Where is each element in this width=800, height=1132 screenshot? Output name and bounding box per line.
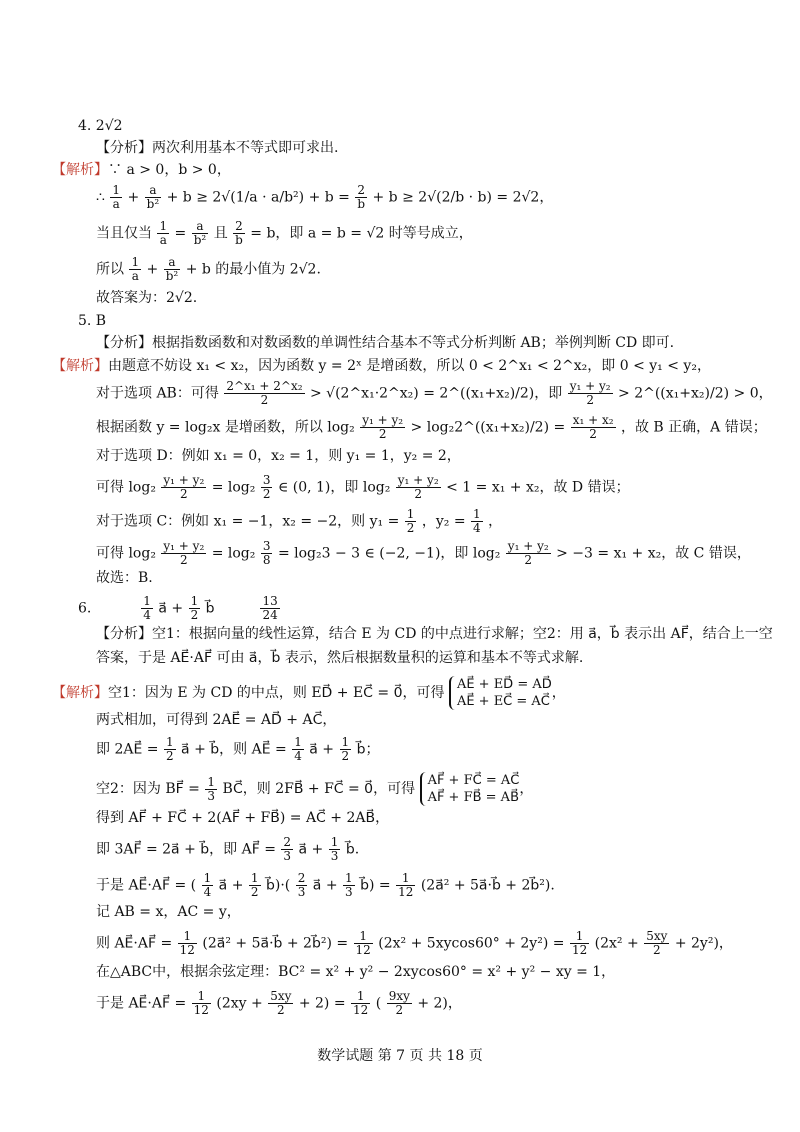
solution-tag: 【解析】 xyxy=(52,358,108,374)
fraction: $\frac{1}{2}$ xyxy=(165,735,174,763)
q5-option-d-1: 对于选项 D：例如 x₁ = 0，x₂ = 1，则 y₁ = 1，y₂ = 2， xyxy=(96,448,461,464)
q6-analysis-1: 【分析】空1：根据向量的线性运算，结合 E 为 CD 的中点进行求解；空2：用 a⃗，b⃗ 表示出 AF⃗，结合上一空 xyxy=(96,626,773,642)
q4-step2: 当且仅当 $\frac{1}{a}$ = $\frac{a}{\text{b²}}$ 且 $\frac{2}{b}$ = b，即 a = b = √2 时等号成立， xyxy=(96,219,473,247)
page-footer: 数学试题 第 7 页 共 18 页 xyxy=(317,1048,483,1064)
solution-tag: 【解析】 xyxy=(52,685,108,701)
fraction: $\frac{3}{2}$ xyxy=(262,473,271,501)
q6-step8: 记 AB = x，AC = y， xyxy=(96,904,241,920)
q6-head: 6. $\frac{1}{4}$ a⃗ + $\frac{1}{2}$ b⃗ $\frac{13}{24}$ xyxy=(78,594,278,622)
q5-option-d-2: 可得 log₂ $\frac{\text{y₁ + y₂}}{2}$ = log₂ $\frac{3}{2}$ ∈ (0, 1)，即 log₂ $\frac{\text{y₁ + y₂}}{2}$ < 1 = x₁ + x₂，故 D 错误； xyxy=(96,473,630,501)
fraction: $\frac{3}{8}$ xyxy=(262,539,271,567)
fraction: $\frac{1}{2}$ xyxy=(190,594,199,622)
q4-head: 4. 2√2 xyxy=(78,118,123,134)
q6-step6: 即 3AF⃗ = 2a⃗ + b⃗，即 AF⃗ = $\frac{2}{3}$ a⃗ + $\frac{1}{3}$ b⃗. xyxy=(96,835,360,863)
fraction: $\frac{1}{3}$ xyxy=(207,774,215,803)
q5-head: 5. B xyxy=(78,313,107,329)
fraction: $\frac{\text{y₁ + y₂}}{2}$ xyxy=(569,379,611,407)
fraction: $\frac{\text{y₁ + y₂}}{2}$ xyxy=(397,473,439,501)
fraction: $\frac{1}{12}$ xyxy=(571,929,588,957)
q6-step3: 即 2AE⃗ = $\frac{1}{2}$ a⃗ + b⃗，则 AE⃗ = $\frac{1}{4}$ a⃗ + $\frac{1}{2}$ b⃗； xyxy=(96,735,380,763)
fraction: $\frac{\text{y₁ + y₂}}{2}$ xyxy=(362,413,404,441)
q5-choose: 故选：B. xyxy=(96,570,153,586)
q4-step1: ∴ $\frac{1}{a}$ + $\frac{a}{\text{b²}}$ + b ≥ 2√(1/a · a/b²) + b = $\frac{2}{b}$ + b ≥ 2√(2/b · b) = 2√2， xyxy=(96,183,554,211)
fraction: $\frac{1}{2}$ xyxy=(250,871,259,899)
fraction: $\frac{a}{\text{b²}}$ xyxy=(165,255,179,283)
q5-option-ab: 对于选项 AB：可得 $\frac{\text{2\textasciicircum{}x₁ + 2\textasciicircum{}x₂}}{2}$ > √(2^x₁·2^x₂) = 2^((x₁+x₂)/2)，即 $\frac{\text{y₁ + y₂}}{2}$ > 2^((x₁+x₂)/2) > 0， xyxy=(96,379,773,407)
fraction: $\frac{1}{4}$ xyxy=(473,507,481,535)
fraction: $\frac{\text{y₁ + y₂}}{2}$ xyxy=(163,473,205,501)
fraction: $\frac{1}{a}$ xyxy=(131,255,140,283)
fraction: $\frac{5xy}{2}$ xyxy=(270,989,292,1017)
q6-step10: 在△ABC中，根据余弦定理：BC² = x² + y² − 2xycos60° = x² + y² − xy = 1， xyxy=(96,964,616,980)
fraction: $\frac{2}{b}$ xyxy=(235,219,243,247)
fraction: $\frac{9xy}{2}$ xyxy=(388,989,410,1017)
fraction: $\frac{1}{4}$ xyxy=(203,871,212,899)
q5-solution-first: 【解析】由题意不妨设 x₁ < x₂，因为函数 y = 2ˣ 是增函数，所以 0 < 2^x₁ < 2^x₂，即 0 < y₁ < y₂， xyxy=(52,358,711,374)
q6-step9: 则 AE⃗·AF⃗ = $\frac{1}{12}$ (2a⃗² + 5a⃗·b⃗ + 2b⃗²) = $\frac{1}{12}$ (2x² + 5xycos60° + 2y²) = $\frac{1}{12}$ (2x² + $\frac{5xy}{2}$ + 2y²)， xyxy=(96,929,733,957)
fraction: $\frac{1}{12}$ xyxy=(353,989,369,1017)
answer-2: $\frac{13}{24}$ xyxy=(262,594,278,622)
q5-log: 根据函数 y = log₂x 是增函数，所以 log₂ $\frac{\text{y₁ + y₂}}{2}$ > log₂2^((x₁+x₂)/2) = $\frac{\text{x₁ + x₂}}{2}$ ，故 B 正确，A 错误； xyxy=(96,413,767,441)
fraction: $\frac{1}{12}$ xyxy=(179,929,195,957)
fraction: $\frac{1}{12}$ xyxy=(355,929,371,957)
fraction: $\frac{1}{12}$ xyxy=(398,871,414,899)
q6-step5: 得到 AF⃗ + FC⃗ + 2(AF⃗ + FB⃗) = AC⃗ + 2AB⃗， xyxy=(96,810,390,826)
q6-step2: 两式相加，可得到 2AE⃗ = AD⃗ + AC⃗， xyxy=(96,712,337,728)
fraction: $\frac{\text{x₁ + x₂}}{2}$ xyxy=(572,413,614,441)
q6-step11: 于是 AE⃗·AF⃗ = $\frac{1}{12}$ (2xy + $\frac{5xy}{2}$ + 2) = $\frac{1}{12}$ ( $\frac{9xy}{2}$ + 2)， xyxy=(96,989,462,1017)
equation-system: AE⃗ + ED⃗ = AD⃗ AE⃗ + EC⃗ = AC⃗ xyxy=(449,676,552,710)
fraction: $\frac{1}{a}$ xyxy=(159,219,168,247)
fraction: $\frac{\text{y₁ + y₂}}{2}$ xyxy=(163,539,205,567)
fraction: $\frac{1}{a}$ xyxy=(112,183,121,211)
q4-solution-first: 【解析】∵ a > 0，b > 0， xyxy=(52,162,231,178)
q6-step4: 空2：因为 BF⃗ = $\frac{1}{3}$ BC⃗，则 2FB⃗ + FC⃗ = 0⃗，可得 AF⃗ + FC⃗ = AC⃗ AF⃗ + FB⃗ = AB⃗ ， xyxy=(96,773,534,805)
fraction: $\frac{1}{2}$ xyxy=(341,735,350,763)
fraction: $\frac{1}{2}$ xyxy=(406,507,415,535)
q4-analysis: 【分析】两次利用基本不等式即可求出. xyxy=(96,140,339,156)
fraction: $\frac{a}{\text{b²}}$ xyxy=(193,219,207,247)
solution-tag: 【解析】 xyxy=(52,162,108,178)
fraction: $\frac{5xy}{2}$ xyxy=(646,929,668,957)
q4-step3: 所以 $\frac{1}{a}$ + $\frac{a}{\text{b²}}$ + b 的最小值为 2√2. xyxy=(96,255,321,283)
fraction: $\frac{1}{12}$ xyxy=(193,989,209,1017)
q5-option-c-2: 可得 log₂ $\frac{\text{y₁ + y₂}}{2}$ = log₂ $\frac{3}{8}$ = log₂3 − 3 ∈ (−2, −1)，即 log₂ $\frac{\text{y₁ + y₂}}{2}$ > −3 = x₁ + x₂，故 C 错误， xyxy=(96,539,751,567)
q5-analysis: 【分析】根据指数函数和对数函数的单调性结合基本不等式分析判断 AB；举例判断 CD 即可. xyxy=(96,335,675,351)
fraction: $\frac{a}{\text{b²}}$ xyxy=(146,183,160,211)
equation-system: AF⃗ + FC⃗ = AC⃗ AF⃗ + FB⃗ = AB⃗ xyxy=(420,772,520,806)
q6-solution-first: 【解析】空1：因为 E 为 CD 的中点，则 ED⃗ + EC⃗ = 0⃗，可得 AE⃗ + ED⃗ = AD⃗ AE⃗ + EC⃗ = AC⃗ ， xyxy=(52,677,566,709)
q4-answer: 故答案为：2√2. xyxy=(96,290,198,306)
fraction: $\frac{\text{2\textasciicircum{}x₁ + 2\textasciicircum{}x₂}}{2}$ xyxy=(226,379,303,407)
fraction: $\frac{2}{3}$ xyxy=(283,835,292,863)
fraction: $\frac{2}{3}$ xyxy=(297,871,306,899)
fraction: $\frac{2}{b}$ xyxy=(357,183,366,211)
fraction: $\frac{1}{3}$ xyxy=(345,871,353,899)
fraction: $\frac{1}{4}$ xyxy=(143,594,151,622)
fraction: $\frac{1}{3}$ xyxy=(330,835,339,863)
fraction: $\frac{1}{4}$ xyxy=(294,735,302,763)
fraction: $\frac{\text{y₁ + y₂}}{2}$ xyxy=(507,539,549,567)
q6-analysis-2: 答案，于是 AE⃗·AF⃗ 可由 a⃗，b⃗ 表示，然后根据数量积的运算和基本不等式求解. xyxy=(96,650,584,666)
q6-step7: 于是 AE⃗·AF⃗ = ( $\frac{1}{4}$ a⃗ + $\frac{1}{2}$ b⃗)·( $\frac{2}{3}$ a⃗ + $\frac{1}{3}$ b⃗) = $\frac{1}{12}$ (2a⃗² + 5a⃗·b⃗ + 2b⃗²). xyxy=(96,871,555,899)
q5-option-c-1: 对于选项 C：例如 x₁ = −1，x₂ = −2，则 y₁ = $\frac{1}{2}$ ，y₂ = $\frac{1}{4}$ ， xyxy=(96,507,503,535)
